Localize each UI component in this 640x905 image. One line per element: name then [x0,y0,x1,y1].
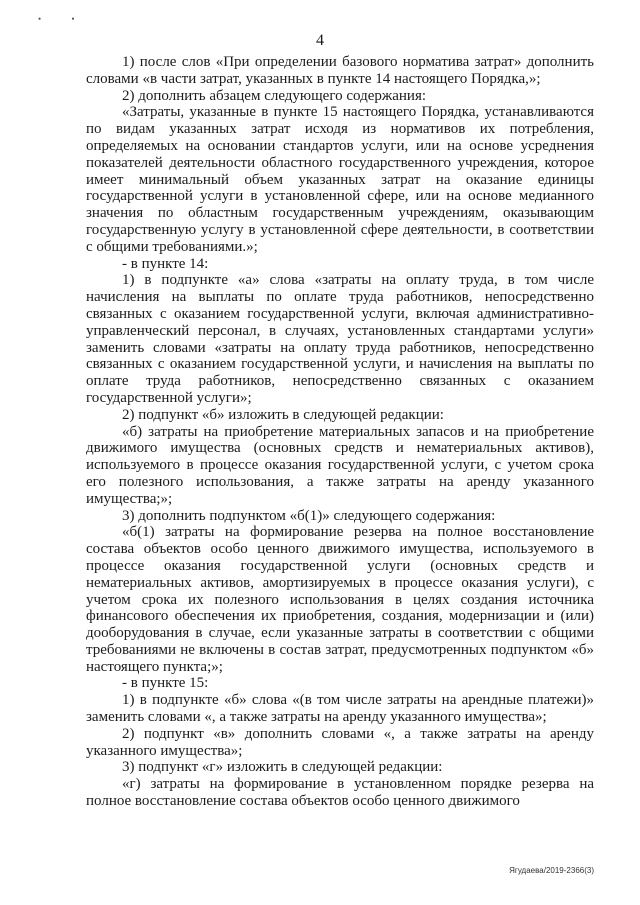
paragraph: «б(1) затраты на формирование резерва на полное восстановление состава объектов особо ценного движимого имущества, используемого в процессе оказания государственной услуги (основных средств и нематериальных активов, амортизируемых в процессе оказания услуги), с учетом срока их полезного использования в целях создания источника финансового обеспечения их приобретения, создания, модернизации и (или) дооборудования в случае, если указанные затраты в соответствии с общими требованиями не включены в состав затрат, предусмотренных подпунктом «б» настоящего пункта;»; [86,524,594,675]
paragraph: 2) подпункт «б» изложить в следующей редакции: [122,406,444,423]
corner-marks: • • [38,14,89,24]
paragraph: «Затраты, указанные в пункте 15 настоящего Порядка, устанавливаются по видам указанных затрат исходя из нормативов их потребления, определяемых на основании стандартов услуги, или на основе усреднения показателей деятельности областного государственного учреждения, которое имеет минимальный объем указанных затрат на оказание единицы государственной услуги в установленной сфере, или на основе медианного значения по областным государственным учреждениям, оказывающим государственную услугу в установленной сфере деятельности, в соответствии с общими требованиями.»; [86,104,594,255]
paragraph: 2) подпункт «в» дополнить словами «, а также затраты на аренду указанного имущества»; [86,725,594,759]
paragraph: 3) дополнить подпунктом «б(1)» следующего содержания: [122,507,496,524]
paragraph: 2) дополнить абзацем следующего содержания: [122,87,427,104]
paragraph: 1) в подпункте «а» слова «затраты на оплату труда, в том числе начисления на выплаты по оплате труда работников, непосредственно связанных с оказанием государственной услуги, включая административно-управленческий персонал, в случаях, установленных стандартами услуги» заменить словами «затраты на оплату труда работников, непосредственно связанных с оказанием государственной услуги, и начисления на выплаты по оплате труда работников, непосредственно связанных с оказанием государственной услуги»; [86,272,594,406]
paragraph: - в пункте 14: [122,255,209,272]
paragraph: «г) затраты на формирование в установленном порядке резерва на полное восстановление состава объектов особо ценного движимого [86,776,594,810]
paragraph: 1) после слов «При определении базового норматива затрат» дополнить словами «в части затрат, указанных в пункте 14 настоящего Порядка,»; [86,54,594,87]
paragraph: «б) затраты на приобретение материальных запасов и на приобретение движимого имущества (основных средств и нематериальных активов), используемого в процессе оказания государственной услуги, с учетом срока его полезного использования, а также затраты на аренду указанного имущества;»; [86,423,594,507]
paragraph: 3) подпункт «г» изложить в следующей редакции: [122,759,443,776]
document-code: Ягудаева/2019-2366(3) [509,866,594,875]
paragraph: 1) в подпункте «б» слова «(в том числе затраты на арендные платежи)» заменить словами «, а также затраты на аренду указанного имущества»; [86,692,594,726]
document-body [86,54,594,810]
paragraph: - в пункте 15: [122,675,209,692]
page-number: 4 [316,32,324,49]
